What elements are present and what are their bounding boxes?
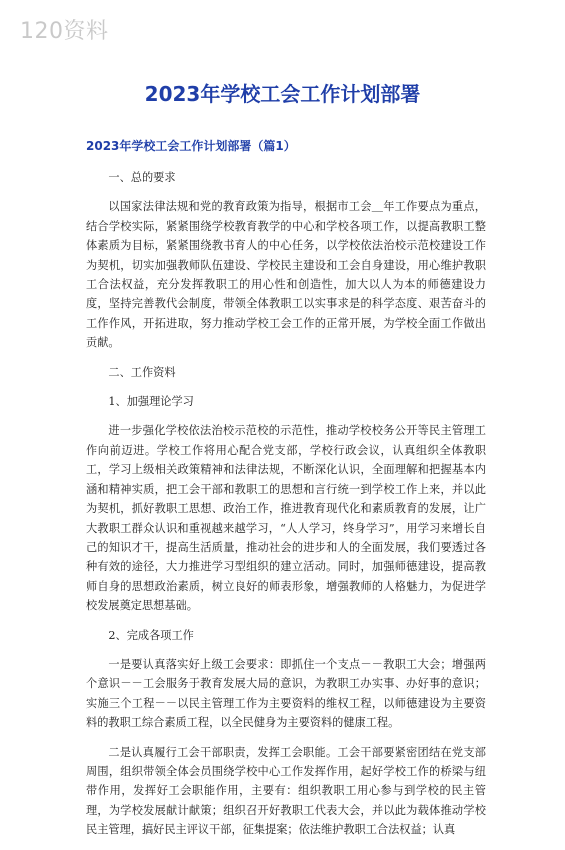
- heading-complete-tasks: 2、完成各项工作: [108, 628, 194, 642]
- page-title: 2023年学校工会工作计划部署: [144, 82, 421, 106]
- watermark-logo: 120资料: [20, 19, 109, 44]
- heading-theory-study: 1、加强理论学习: [108, 395, 194, 409]
- heading-work-materials: 二、工作资料: [108, 365, 176, 379]
- paragraph-complete-tasks-1: 一是要认真落实好上级工会要求：即抓住一个支点－－教职工大会；增强两个意识－－工会服务于教育发展大局的意识，为教职工办实事、办好事的意识；实施三个工程－－以民主管理工作为主要资料的维权工程，以师德建设为主要资料的教职工综合素质工程，以全民健身为主要资料的健康工程。: [86, 657, 486, 730]
- paragraph-general-requirements: 以国家法律法规和党的教育政策为指导，根据市工会＿年工作要点为重点，结合学校实际，紧紧围绕学校教育教学的中心和学校各项工作，以提高教职工整体素质为目标，紧紧围绕教书育人的中心任务，以学校依法治校示范校建设工作为契机，切实加强教师队伍建设、学校民主建设和工会自身建设，用心维护教职工合法权益，充分发挥教职工的用心性和创造性，加大以人为本的师德建设力度，坚持完善教代会制度，带领全体教职工以实事求是的科学态度、艰苦奋斗的工作作风，开拓进取，努力推动学校工会工作的正常开展，为学校全面工作做出贡献。: [86, 200, 486, 350]
- paragraph-theory-study: 进一步强化学校依法治校示范校的示范性，推动学校校务公开等民主管理工作向前迈进。学校工作将用心配合党支部，学校行政会议，认真组织全体教职工，学习上级相关政策精神和法律法规，不断深化认识，全面理解和把握基本内涵和精神实质，把工会干部和教职工的思想和言行统一到学校工作上来，并以此为契机，抓好教职工思想、政治工作，推进教育现代化和素质教育的发展，让广大教职工群众认识和重视越来越学习，“人人学习，终身学习”，用学习来增长自己的知识才干，提高生活质量，推动社会的进步和人的全面发展，我们要透过各种有效的途径，大力推进学习型组织的建立活动。同时，加强师德建设，提高教师自身的思想政治素质，树立良好的师表形象，增强教师的人格魅力，为促进学校发展奠定思想基础。: [86, 424, 486, 613]
- document-body: [86, 168, 486, 850]
- heading-general-requirements: 一、总的要求: [108, 171, 176, 184]
- paragraph-complete-tasks-2: 二是认真履行工会干部职责，发挥工会职能。工会干部要紧密团结在党支部周围，组织带领全体会员围绕学校中心工作发挥作用，起好学校工作的桥梁与纽带作用，发挥好工会职能作用，主要有：组织教职工用心参与到学校的民主管理，为学校发展献计献策；组织召开好教职工代表大会，并以此为载体推动学校民主管理，搞好民主评议干部，征集提案；依法维护教职工合法权益；认真: [86, 745, 486, 837]
- section-subtitle: 2023年学校工会工作计划部署（篇1）: [86, 139, 296, 153]
